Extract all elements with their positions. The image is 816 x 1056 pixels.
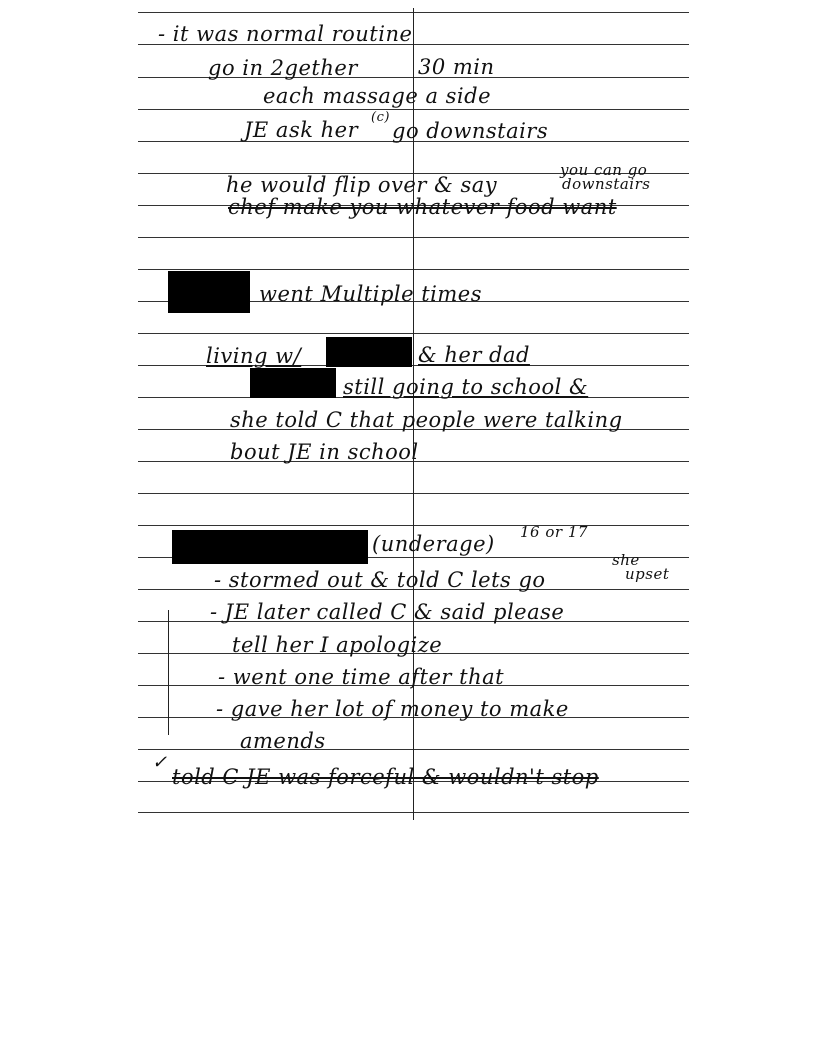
- note-line: & her dad: [418, 343, 530, 367]
- redaction-box: [250, 368, 336, 398]
- redaction-box: [326, 337, 412, 367]
- note-line: living w/: [206, 344, 302, 368]
- note-line: he would flip over & say: [226, 173, 498, 197]
- redaction-box: [168, 271, 250, 313]
- note-line: amends: [240, 729, 326, 753]
- note-line: go in 2gether: [208, 56, 358, 80]
- note-line: 30 min: [418, 55, 495, 79]
- note-line: she told C that people were talking: [230, 408, 623, 432]
- note-annotation: upset: [625, 565, 670, 583]
- note-line: each massage a side: [263, 84, 492, 108]
- redaction-box: [172, 530, 368, 564]
- note-line: told C JE was forceful & wouldn't stop: [172, 765, 599, 789]
- note-annotation: she: [612, 551, 640, 569]
- note-line: tell her I apologize: [232, 633, 443, 657]
- note-line: bout JE in school: [230, 440, 419, 464]
- note-line: chef make you whatever food want: [228, 195, 617, 219]
- checkmark-icon: ✓: [152, 752, 168, 773]
- note-line: - gave her lot of money to make: [216, 697, 569, 721]
- margin-bracket: [168, 610, 169, 735]
- note-line: - it was normal routine: [158, 22, 413, 46]
- note-line: JE ask her: [244, 118, 359, 142]
- note-annotation: (c): [371, 110, 390, 125]
- note-annotation: you can go: [560, 161, 648, 179]
- note-annotation: 16 or 17: [520, 523, 588, 541]
- note-line: - JE later called C & said please: [210, 600, 565, 624]
- note-line: still going to school &: [343, 375, 589, 399]
- note-line: went Multiple times: [259, 282, 482, 306]
- note-line: go downstairs: [392, 119, 549, 143]
- note-line: - went one time after that: [218, 665, 505, 689]
- note-annotation: downstairs: [562, 175, 651, 193]
- note-line: - stormed out & told C lets go: [214, 568, 546, 592]
- note-line: (underage): [372, 532, 495, 556]
